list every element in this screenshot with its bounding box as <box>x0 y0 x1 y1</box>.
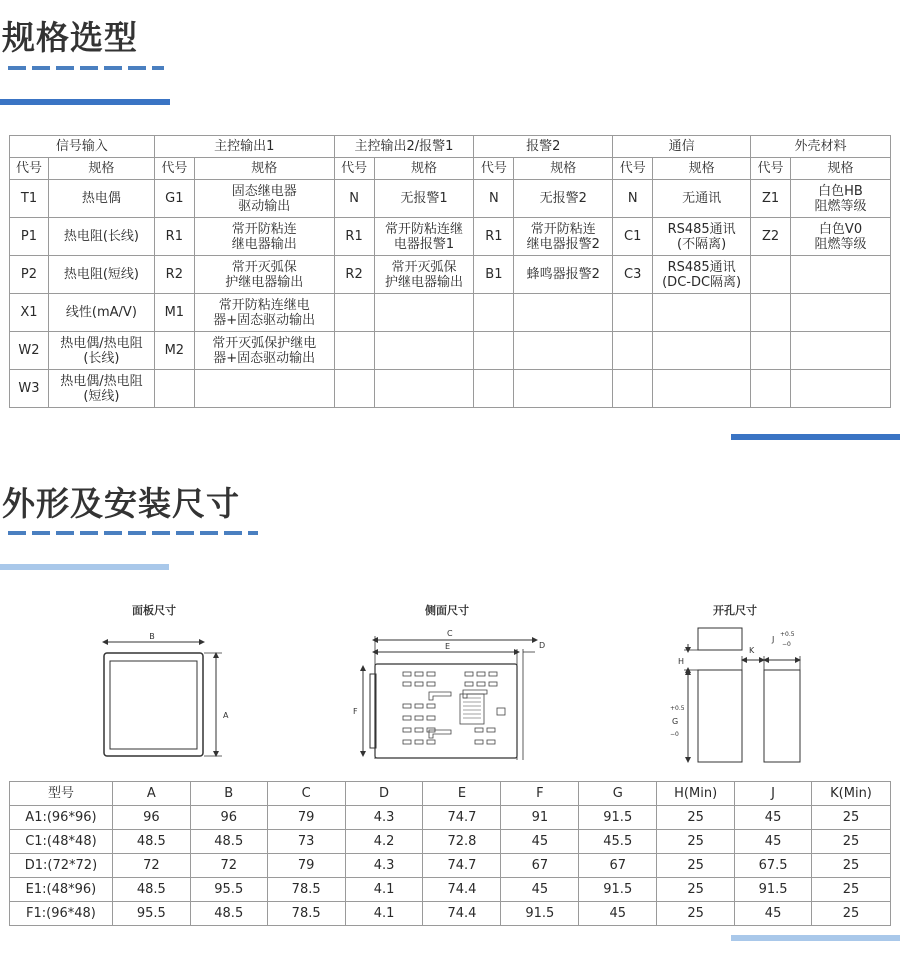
title-underline-bar <box>0 99 170 105</box>
option-code <box>334 332 374 370</box>
group-header: 通信 <box>613 136 751 158</box>
option-spec <box>791 332 891 370</box>
option-code: T1 <box>10 180 49 218</box>
table-row <box>10 902 891 926</box>
dimension-cell: 67 <box>501 854 579 878</box>
column-header: B <box>190 782 267 806</box>
dimension-cell: 67.5 <box>735 854 812 878</box>
dimension-cell: 96 <box>112 806 190 830</box>
option-spec: RS485通讯 (不隔离) <box>653 218 751 256</box>
option-code: R1 <box>334 218 374 256</box>
g-tolerance-minus: −0 <box>670 731 679 738</box>
dimension-cell: 48.5 <box>112 830 190 854</box>
dimension-cell: 25 <box>812 902 891 926</box>
option-code: N <box>474 180 514 218</box>
option-spec: 热电偶/热电阻 (短线) <box>48 370 154 408</box>
cutout-size-label: 开孔尺寸 <box>713 604 757 617</box>
option-spec: 热电偶 <box>48 180 154 218</box>
dimension-cell: 4.3 <box>345 854 423 878</box>
code-header: 代号 <box>334 158 374 180</box>
option-code: R2 <box>154 256 194 294</box>
column-header: J <box>735 782 812 806</box>
option-code: W2 <box>10 332 49 370</box>
dimension-cell: 48.5 <box>190 902 267 926</box>
option-spec <box>653 332 751 370</box>
option-code: R1 <box>154 218 194 256</box>
spec-header: 规格 <box>48 158 154 180</box>
group-header: 信号输入 <box>10 136 155 158</box>
dim-letter-h: H <box>678 657 685 666</box>
dimension-cell: 45 <box>735 902 812 926</box>
option-code <box>751 370 791 408</box>
dimension-cell: 45 <box>501 830 579 854</box>
option-spec: 常开灭弧保护继电 器+固态驱动输出 <box>194 332 334 370</box>
dimension-cell: 96 <box>190 806 267 830</box>
option-code <box>613 370 653 408</box>
option-spec <box>514 332 613 370</box>
j-tolerance-plus: +0.5 <box>780 631 795 638</box>
option-code <box>334 294 374 332</box>
spec-selection-table <box>9 135 891 408</box>
cutout-dimension-diagram <box>660 620 820 768</box>
dimension-cell: 25 <box>812 806 891 830</box>
option-spec <box>374 294 474 332</box>
dimension-cell: 48.5 <box>112 878 190 902</box>
option-spec: 常开防粘连继电 器+固态驱动输出 <box>194 294 334 332</box>
option-code: C3 <box>613 256 653 294</box>
option-spec: 无通讯 <box>653 180 751 218</box>
option-spec <box>374 370 474 408</box>
column-header: K(Min) <box>812 782 891 806</box>
spec-row <box>10 180 891 218</box>
dim-letter-j: J <box>772 635 775 644</box>
dimension-cell: 74.4 <box>423 878 501 902</box>
option-spec: 常开防粘连 继电器报警2 <box>514 218 613 256</box>
option-spec: 白色V0 阻燃等级 <box>791 218 891 256</box>
dim-letter-g: G <box>672 717 679 726</box>
dimension-cell: 25 <box>657 902 735 926</box>
dimension-cell: 95.5 <box>190 878 267 902</box>
option-spec: 热电阻(长线) <box>48 218 154 256</box>
spec-row <box>10 332 891 370</box>
dimension-cell: 45 <box>735 830 812 854</box>
dimension-cell: 73 <box>267 830 345 854</box>
option-spec: 常开防粘连继 电器报警1 <box>374 218 474 256</box>
table-row <box>10 854 891 878</box>
code-header: 代号 <box>613 158 653 180</box>
dimension-cell: 45 <box>735 806 812 830</box>
panel-size-label: 面板尺寸 <box>132 604 176 617</box>
dimension-cell: 4.2 <box>345 830 423 854</box>
dimension-cell: 25 <box>657 806 735 830</box>
dimension-cell: 74.7 <box>423 806 501 830</box>
title-dash-decoration <box>8 66 164 70</box>
option-spec <box>374 332 474 370</box>
dimension-cell: 67 <box>579 854 657 878</box>
column-header: E <box>423 782 501 806</box>
table-row <box>10 806 891 830</box>
option-code <box>751 256 791 294</box>
option-spec: 常开灭弧保 护继电器输出 <box>374 256 474 294</box>
option-spec: 无报警1 <box>374 180 474 218</box>
option-code: R2 <box>334 256 374 294</box>
option-spec: 无报警2 <box>514 180 613 218</box>
column-header: G <box>579 782 657 806</box>
panel-dimension-diagram <box>90 628 250 764</box>
spec-row <box>10 370 891 408</box>
option-spec <box>653 370 751 408</box>
option-spec <box>791 256 891 294</box>
option-spec: 蜂鸣器报警2 <box>514 256 613 294</box>
group-header: 报警2 <box>474 136 613 158</box>
dimension-cell: 25 <box>812 854 891 878</box>
option-spec <box>514 370 613 408</box>
j-tolerance-minus: −0 <box>782 641 791 648</box>
dimension-cell: 25 <box>657 854 735 878</box>
model-cell: D1:(72*72) <box>10 854 113 878</box>
option-code <box>751 332 791 370</box>
dimension-cell: 45 <box>579 902 657 926</box>
dimension-cell: 72 <box>112 854 190 878</box>
option-code: X1 <box>10 294 49 332</box>
option-spec: 线性(mA/V) <box>48 294 154 332</box>
option-code: P1 <box>10 218 49 256</box>
dimension-cell: 79 <box>267 854 345 878</box>
option-spec: 白色HB 阻燃等级 <box>791 180 891 218</box>
dimension-cell: 4.3 <box>345 806 423 830</box>
option-code <box>334 370 374 408</box>
spec-row <box>10 294 891 332</box>
option-spec <box>653 294 751 332</box>
model-cell: C1:(48*48) <box>10 830 113 854</box>
option-code: Z2 <box>751 218 791 256</box>
column-header: F <box>501 782 579 806</box>
dimension-cell: 45 <box>501 878 579 902</box>
column-header: A <box>112 782 190 806</box>
dimension-cell: 74.4 <box>423 902 501 926</box>
spec-header: 规格 <box>514 158 613 180</box>
table-row <box>10 878 891 902</box>
model-cell: F1:(96*48) <box>10 902 113 926</box>
dimension-cell: 4.1 <box>345 878 423 902</box>
footer-divider-bar <box>731 935 900 941</box>
column-header: D <box>345 782 423 806</box>
spec-row <box>10 218 891 256</box>
group-header: 主控输出2/报警1 <box>334 136 474 158</box>
group-header: 外壳材料 <box>751 136 891 158</box>
option-code: C1 <box>613 218 653 256</box>
option-code <box>751 294 791 332</box>
option-spec <box>791 294 891 332</box>
dimension-cell: 72 <box>190 854 267 878</box>
side-size-label: 侧面尺寸 <box>425 604 469 617</box>
dimension-cell: 25 <box>657 830 735 854</box>
spec-header: 规格 <box>791 158 891 180</box>
dimension-cell: 91.5 <box>579 878 657 902</box>
option-spec <box>791 370 891 408</box>
dimension-cell: 45.5 <box>579 830 657 854</box>
dim-letter-k: K <box>749 646 755 655</box>
dimension-cell: 95.5 <box>112 902 190 926</box>
code-header: 代号 <box>10 158 49 180</box>
dim-letter-d: D <box>539 641 546 650</box>
dimension-cell: 25 <box>812 830 891 854</box>
column-header: 型号 <box>10 782 113 806</box>
dimension-cell: 25 <box>657 878 735 902</box>
option-spec <box>194 370 334 408</box>
dimension-cell: 78.5 <box>267 878 345 902</box>
title-dash-decoration <box>8 531 258 535</box>
code-header: 代号 <box>474 158 514 180</box>
option-spec <box>514 294 613 332</box>
option-code: P2 <box>10 256 49 294</box>
dim-letter-c: C <box>447 629 453 638</box>
option-code <box>474 370 514 408</box>
section-title-spec: 规格选型 <box>2 18 138 57</box>
title-underline-bar <box>0 564 169 570</box>
dimension-cell: 72.8 <box>423 830 501 854</box>
dimension-cell: 25 <box>812 878 891 902</box>
model-cell: E1:(48*96) <box>10 878 113 902</box>
dimension-cell: 91.5 <box>735 878 812 902</box>
option-code: N <box>613 180 653 218</box>
option-code: M2 <box>154 332 194 370</box>
spec-header: 规格 <box>194 158 334 180</box>
option-code: G1 <box>154 180 194 218</box>
code-header: 代号 <box>751 158 791 180</box>
spec-row <box>10 256 891 294</box>
option-code: Z1 <box>751 180 791 218</box>
option-code: M1 <box>154 294 194 332</box>
option-code <box>613 294 653 332</box>
option-code <box>613 332 653 370</box>
section-divider-bar <box>731 434 900 440</box>
option-spec: 热电阻(短线) <box>48 256 154 294</box>
model-cell: A1:(96*96) <box>10 806 113 830</box>
column-header: C <box>267 782 345 806</box>
option-code: R1 <box>474 218 514 256</box>
g-tolerance-plus: +0.5 <box>670 705 685 712</box>
option-spec: 热电偶/热电阻 (长线) <box>48 332 154 370</box>
option-code: N <box>334 180 374 218</box>
group-header: 主控输出1 <box>154 136 334 158</box>
dim-letter-a: A <box>223 711 229 720</box>
dimension-cell: 48.5 <box>190 830 267 854</box>
section-title-dimensions: 外形及安装尺寸 <box>2 484 240 523</box>
dimensions-table <box>9 781 891 926</box>
dim-letter-e: E <box>445 642 451 651</box>
column-header: H(Min) <box>657 782 735 806</box>
dimension-cell: 79 <box>267 806 345 830</box>
table-row <box>10 830 891 854</box>
option-code <box>154 370 194 408</box>
option-spec: 常开防粘连 继电器输出 <box>194 218 334 256</box>
option-code <box>474 332 514 370</box>
dimension-cell: 4.1 <box>345 902 423 926</box>
option-spec: RS485通讯 (DC-DC隔离) <box>653 256 751 294</box>
option-spec: 常开灭弧保 护继电器输出 <box>194 256 334 294</box>
dim-letter-f: F <box>353 707 358 716</box>
spec-header: 规格 <box>374 158 474 180</box>
dimension-cell: 78.5 <box>267 902 345 926</box>
side-dimension-diagram <box>345 624 555 764</box>
dimension-cell: 91.5 <box>579 806 657 830</box>
option-code: B1 <box>474 256 514 294</box>
dimension-cell: 91.5 <box>501 902 579 926</box>
option-code <box>474 294 514 332</box>
dim-letter-b: B <box>149 632 155 641</box>
dimension-cell: 91 <box>501 806 579 830</box>
option-spec: 固态继电器 驱动输出 <box>194 180 334 218</box>
option-code: W3 <box>10 370 49 408</box>
dimension-cell: 74.7 <box>423 854 501 878</box>
code-header: 代号 <box>154 158 194 180</box>
spec-header: 规格 <box>653 158 751 180</box>
